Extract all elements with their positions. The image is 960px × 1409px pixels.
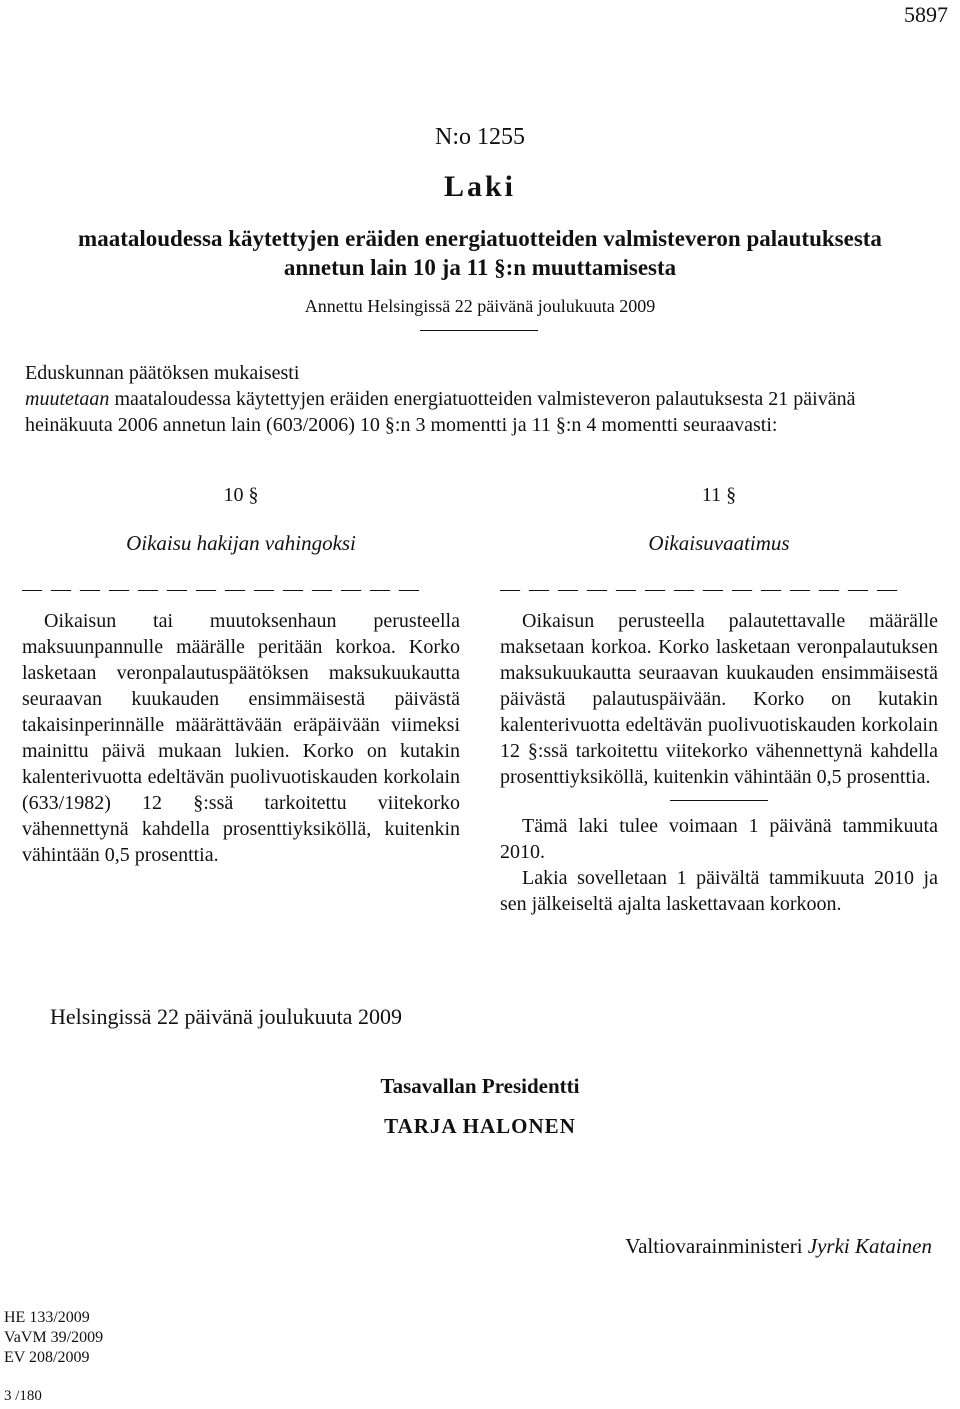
section-paragraph: Oikaisun perusteella palautettavalle määrälle maksetaan korkoa. Korko lasketaan veronpalautuksen maksukuukautta seuraavan kuukauden ensimmäisestä päivästä palautuspäivään. Korko on kutakin kalenterivuotta edeltävän puolivuotiskauden korkolain 12 §:ssä tarkoitettu viitekorko vähennettynä kahdella prosenttiyksiköllä, kuitenkin vähintään 0,5 prosenttia. xyxy=(500,610,938,788)
reference: EV 208/2009 xyxy=(4,1349,90,1366)
section-paragraph: Oikaisun tai muutoksenhaun perusteella maksuunpannulle määrälle peritään korkoa. Korko lasketaan veronpalautuspäätöksen maksukuukautta seuraavan kuukauden ensimmäisestä päivästä takaisinperinnälle määrättävään eräpäivään viimeksi mainittu päivä mukaan lukien. Korko on kutakin kalenterivuotta edeltävän puolivuotiskauden korkolain (633/1982) 12 §:ssä tarkoitettu viitekorko vähennettynä kahdella prosenttiyksiköllä, kuitenkin vähintään 0,5 prosenttia. xyxy=(22,610,460,866)
divider xyxy=(670,800,768,801)
subject-line: annetun lain 10 ja 11 §:n muuttamisesta xyxy=(283,255,677,280)
section-title: Oikaisu hakijan vahingoksi xyxy=(126,531,356,555)
omitted-text-marker: — — — — — — — — — — — — — — xyxy=(22,578,421,600)
minister-signature xyxy=(625,1234,932,1259)
reference: HE 133/2009 xyxy=(4,1309,90,1326)
omitted-text-marker: — — — — — — — — — — — — — — xyxy=(500,578,899,600)
president-title: Tasavallan Presidentti xyxy=(380,1074,580,1098)
preamble-intro: Eduskunnan päätöksen mukaisesti xyxy=(25,362,300,384)
preamble-text: maataloudessa käytettyjen eräiden energiatuotteiden valmisteveron palautuksesta 21 päivänä heinäkuuta 2006 annetun lain (603/2006) 10 §:n 3 momentti ja 11 §:n 4 momentti seuraavasti: xyxy=(25,388,856,436)
application-paragraph: Lakia sovelletaan 1 päivältä tammikuuta 2010 ja sen jälkeiseltä ajalta laskettavaan korkoon. xyxy=(500,867,938,915)
law-subject xyxy=(0,224,960,282)
president-name: TARJA HALONEN xyxy=(384,1114,576,1138)
minister-name: Jyrki Katainen xyxy=(807,1234,932,1258)
preamble-verb: muutetaan xyxy=(25,388,110,410)
section-number: 11 § xyxy=(701,484,737,506)
reference: VaVM 39/2009 xyxy=(4,1329,104,1346)
divider xyxy=(420,330,538,331)
section-10 xyxy=(22,482,460,868)
preamble xyxy=(25,360,937,438)
section-number: 10 § xyxy=(223,484,259,506)
issue-number: N:o 1255 xyxy=(435,124,525,150)
subject-line: maataloudessa käytettyjen eräiden energiatuotteiden valmisteveron palautuksesta xyxy=(78,226,882,251)
sheet-mark: 3 /180 xyxy=(4,1388,42,1404)
entry-into-force-paragraph: Tämä laki tulee voimaan 1 päivänä tammikuuta 2010. xyxy=(500,815,938,863)
section-title: Oikaisuvaatimus xyxy=(648,531,790,555)
legislative-references xyxy=(4,1308,103,1368)
given-date: Annettu Helsingissä 22 päivänä joulukuuta 2009 xyxy=(304,296,656,316)
law-title: Laki xyxy=(443,170,517,203)
signing-place-date: Helsingissä 22 päivänä joulukuuta 2009 xyxy=(50,1004,402,1029)
minister-role: Valtiovarainministeri xyxy=(625,1234,803,1258)
section-11 xyxy=(500,482,938,917)
preamble-body xyxy=(25,386,937,438)
page-number: 5897 xyxy=(904,2,948,27)
